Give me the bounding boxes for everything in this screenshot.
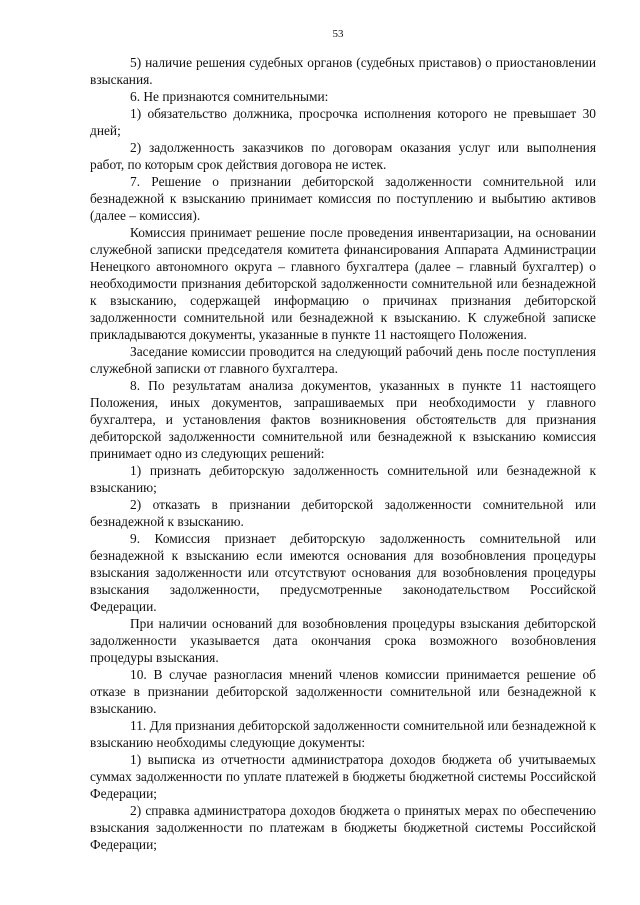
paragraph-item-5-suspension: 5) наличие решения судебных органов (судебных приставов) о приостановлении взыскания.	[90, 55, 596, 87]
paragraph-meeting-schedule: Заседание комиссии проводится на следующий рабочий день после поступления служебной записки от главного бухгалтера.	[90, 344, 596, 376]
paragraph-section-11: 11. Для признания дебиторской задолженности сомнительной или безнадежной к взысканию необходимы следующие документы:	[90, 718, 596, 750]
paragraph-document-2: 2) справка администратора доходов бюджета о принятых мерах по обеспечению взыскания задолженности по платежам в бюджеты бюджетной системы Российской Федерации;	[90, 803, 596, 852]
paragraph-document-1: 1) выписка из отчетности администратора доходов бюджета об учитываемых суммах задолженности по уплате платежей в бюджеты бюджетной системы Российской Федерации;	[90, 752, 596, 801]
page-number: 53	[332, 28, 344, 40]
paragraph-section-8: 8. По результатам анализа документов, указанных в пункте 11 настоящего Положения, иных документов, запрашиваемых при необходимости у главного бухгалтера, и установления фактов возникновения обстоятельств для признания дебиторской задолженности сомнительной или безнадежной к взысканию комиссия принимает одно из следующих решений:	[90, 378, 596, 461]
paragraph-section-6-heading: 6. Не признаются сомнительными:	[130, 89, 329, 104]
paragraph-decision-2: 2) отказать в признании дебиторской задолженности сомнительной или безнадежной к взысканию.	[90, 497, 596, 529]
paragraph-section-10: 10. В случае разногласия мнений членов комиссии принимается решение об отказе в признании дебиторской задолженности сомнительной или безнадежной к взысканию.	[90, 667, 596, 716]
paragraph-item-2-contracts: 2) задолженность заказчиков по договорам оказания услуг или выполнения работ, по которым срок действия договора не истек.	[90, 140, 596, 172]
paragraph-commission-decision: Комиссия принимает решение после проведения инвентаризации, на основании служебной записки председателя комитета финансирования Аппарата Администрации Ненецкого автономного округа – главного бухгалтера (далее – главный бухгалтер) о необходимости признания дебиторской задолженности сомнительной или безнадежной к взысканию, содержащей информацию о причинах признания дебиторской задолженности сомнительной или безнадежной к взысканию. К служебной записке прикладываются документы, указанные в пункте 11 настоящего Положения.	[90, 225, 596, 342]
paragraph-resumption-date: При наличии оснований для возобновления процедуры взыскания дебиторской задолженности указывается дата окончания срока возможного возобновления процедуры взыскания.	[90, 616, 596, 665]
paragraph-section-9: 9. Комиссия признает дебиторскую задолженность сомнительной или безнадежной к взысканию если имеются основания для возобновления процедуры взыскания задолженности или отсутствуют основания для возобновления процедуры взыскания задолженности, предусмотренные законодательством Российской Федерации.	[90, 531, 596, 614]
paragraph-decision-1: 1) признать дебиторскую задолженность сомнительной или безнадежной к взысканию;	[90, 463, 596, 495]
paragraph-item-1-obligation: 1) обязательство должника, просрочка исполнения которого не превышает 30 дней;	[90, 106, 596, 138]
paragraph-section-7: 7. Решение о признании дебиторской задолженности сомнительной или безнадежной к взысканию принимает комиссия по поступлению и выбытию активов (далее – комиссия).	[90, 174, 596, 223]
document-body	[90, 54, 596, 853]
